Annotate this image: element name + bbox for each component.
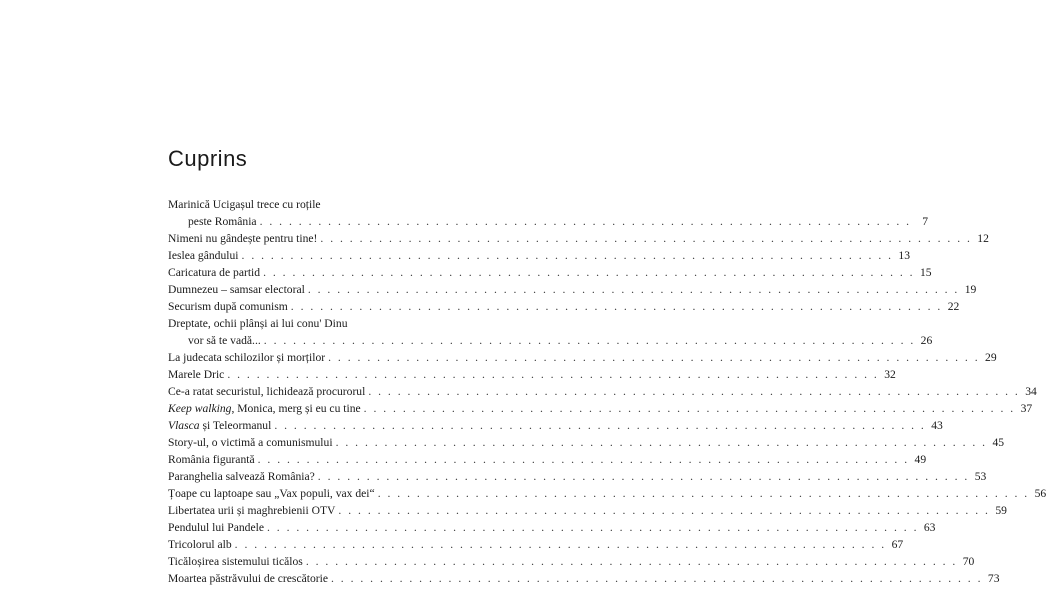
toc-entry [168,400,1033,417]
toc-entry-title-rest: , Monica, merg și eu cu tine [231,402,361,415]
dot-leader: . . . . . . . . . . . . . . . . . . . . . . . . . . . . . . . . . . . . . . . . . . . . . . . . . . . . . . . . . . . . . . . . . . . [330,572,983,585]
toc-entry [168,247,911,264]
toc-entry [168,553,975,570]
dot-leader: . . . . . . . . . . . . . . . . . . . . . . . . . . . . . . . . . . . . . . . . . . . . . . . . . . . . . . . . . . . . . . . . . . . [290,300,943,313]
toc-entry-page: 22 [947,300,960,313]
toc-entry-line [168,485,1046,502]
toc-entry [168,230,989,247]
dot-leader: . . . . . . . . . . . . . . . . . . . . . . . . . . . . . . . . . . . . . . . . . . . . . . . . . . . . . . . . . . . . . . . . . . . [227,368,879,381]
toc-entry-line [168,349,997,366]
toc-entry-line [168,366,896,383]
toc-entry-line [168,196,440,213]
toc-entry-page: 19 [964,283,977,296]
dot-leader: . . . . . . . . . . . . . . . . . . . . . . . . . . . . . . . . . . . . . . . . . . . . . . . . . . . . . . . . . . . . . . . . . . . [363,402,1016,415]
toc-entry-line [168,536,904,553]
toc-entry-page: 43 [931,419,943,432]
toc-entry-line [168,383,1037,400]
toc-entry-title-italic: Vlasca [168,419,200,432]
toc-entry [168,468,987,485]
dot-leader: . . . . . . . . . . . . . . . . . . . . . . . . . . . . . . . . . . . . . . . . . . . . . . . . . . . . . . . . . . . . . . . . . . . [377,487,1030,500]
toc-entry-page: 45 [992,436,1005,449]
toc-entry [168,434,1005,451]
dot-leader: . . . . . . . . . . . . . . . . . . . . . . . . . . . . . . . . . . . . . . . . . . . . . . . . . . . . . . . . . . . . . . . . . . . [274,419,926,432]
toc-entry [168,264,932,281]
toc-entry-line [168,519,936,536]
toc-entry-page: 7 [922,215,929,228]
page-title: Cuprins [168,146,248,171]
toc-entry-page: 59 [995,504,1007,517]
toc-entry-line [168,332,933,349]
toc-entry-line [168,247,911,264]
toc-entry-title: Securism după comunism [168,300,288,313]
toc-entry-title: Dreptate, ochii plânși ai lui conu' Dinu [168,317,348,330]
dot-leader: . . . . . . . . . . . . . . . . . . . . . . . . . . . . . . . . . . . . . . . . . . . . . . . . . . . . . . . . . . . . . . . . . . . [328,351,980,364]
toc-entry-line [168,281,977,298]
toc-entry [168,315,933,349]
toc-entry-page: 67 [891,538,904,551]
toc-entry-title: Paranghelia salvează România? [168,470,315,483]
toc-entry-title: Libertatea urii și maghrebienii OTV [168,504,336,517]
dot-leader: . . . . . . . . . . . . . . . . . . . . . . . . . . . . . . . . . . . . . . . . . . . . . . . . . . . . . . . . . . . . . . . . . . . [307,283,960,296]
toc-entry [168,383,1037,400]
toc-entry [168,366,896,383]
toc-entry [168,417,943,434]
table-of-contents [168,196,1046,587]
toc-entry-page: 73 [987,572,1000,585]
toc-entry-title-rest: și Teleormanul [199,419,272,432]
toc-entry-line [168,298,960,315]
toc-entry-page: 13 [898,249,911,262]
dot-leader: . . . . . . . . . . . . . . . . . . . . . . . . . . . . . . . . . . . . . . . . . . . . . . . . . . . . . . . . . . . . . . . . . . . [241,249,894,262]
toc-entry [168,196,929,230]
toc-entry-title: Tricolorul alb [168,538,232,551]
toc-entry-title: Ieslea gândului [168,249,239,262]
toc-entry-page: 70 [962,555,975,568]
toc-entry-line [168,400,1033,417]
dot-leader: . . . . . . . . . . . . . . . . . . . . . . . . . . . . . . . . . . . . . . . . . . . . . . . . . . . . . . . . . . . . . . . . . . . [263,266,915,279]
toc-entry-title: Story-ul, o victimă a comunismului [168,436,333,449]
toc-entry [168,485,1046,502]
toc-entry-page: 12 [977,232,989,245]
toc-entry-title: Țoape cu laptoape sau „Vax populi, vax dei“ [168,487,375,500]
toc-entry-page: 15 [919,266,932,279]
toc-entry-title: Nimeni nu gândește pentru tine! [168,232,318,245]
toc-entry-page: 63 [923,521,936,534]
toc-entry [168,298,960,315]
toc-entry-line [168,315,440,332]
toc-entry-page: 29 [985,351,997,364]
dot-leader: . . . . . . . . . . . . . . . . . . . . . . . . . . . . . . . . . . . . . . . . . . . . . . . . . . . . . . . . . . . . . . . . . . . [338,504,990,517]
toc-entry [168,349,997,366]
dot-leader: . . . . . . . . . . . . . . . . . . . . . . . . . . . . . . . . . . . . . . . . . . . . . . . . . . . . . . . . . . . . . . . . . . . [317,470,970,483]
toc-entry-line [168,434,1005,451]
toc-entry-line [168,570,1000,587]
toc-entry-title [168,400,361,417]
toc-entry-title [168,417,271,434]
toc-entry-line [168,468,987,485]
toc-entry-line [168,213,929,230]
toc-entry-title: Caricatura de partid [168,266,261,279]
toc-entry [168,519,936,536]
toc-entry-line [168,502,1007,519]
dot-leader: . . . . . . . . . . . . . . . . . . . . . . . . . . . . . . . . . . . . . . . . . . . . . . . . . . . . . . . . . . . . . . . . . . . [266,521,919,534]
dot-leader: . . . . . . . . . . . . . . . . . . . . . . . . . . . . . . . . . . . . . . . . . . . . . . . . . . . . . . . . . . . . . . . . . . . [368,385,1020,398]
toc-entry-page: 56 [1034,487,1046,500]
dot-leader: . . . . . . . . . . . . . . . . . . . . . . . . . . . . . . . . . . . . . . . . . . . . . . . . . . . . . . . . . . . . . . . . . . . [263,334,916,347]
toc-entry-line [168,230,989,247]
dot-leader: . . . . . . . . . . . . . . . . . . . . . . . . . . . . . . . . . . . . . . . . . . . . . . . . . . . . . . . . . . . . . . . . . . . [257,453,910,466]
toc-entry-line [168,451,927,468]
toc-entry-line [168,264,932,281]
toc-entry-page: 26 [920,334,933,347]
toc-entry-page: 37 [1020,402,1033,415]
toc-entry-title-italic: Keep walking [168,402,232,415]
toc-entry-title: vor să te vadă... [188,334,261,347]
toc-entry [168,281,977,298]
dot-leader: . . . . . . . . . . . . . . . . . . . . . . . . . . . . . . . . . . . . . . . . . . . . . . . . . . . . . . . . . . . . . . . . . . . [335,436,988,449]
toc-entry [168,451,927,468]
toc-entry-title: peste România [188,215,257,228]
toc-entry-title: România figurantă [168,453,255,466]
toc-entry [168,570,1000,587]
toc-entry-page: 34 [1025,385,1037,398]
toc-entry-page: 49 [914,453,927,466]
toc-entry-title: Dumnezeu – samsar electoral [168,283,305,296]
dot-leader: . . . . . . . . . . . . . . . . . . . . . . . . . . . . . . . . . . . . . . . . . . . . . . . . . . . . . . . . . . . . . . . . . . . [234,538,887,551]
toc-entry-title: Pendulul lui Pandele [168,521,264,534]
toc-entry-page: 53 [974,470,987,483]
toc-entry-title: La judecata schilozilor și morților [168,351,326,364]
toc-entry-title: Ce-a ratat securistul, lichidează procurorul [168,385,366,398]
toc-entry-title: Marele Dric [168,368,225,381]
dot-leader: . . . . . . . . . . . . . . . . . . . . . . . . . . . . . . . . . . . . . . . . . . . . . . . . . . . . . . . . . . . . . . . . . . . [320,232,972,245]
toc-entry-title: Ticăloșirea sistemului ticălos [168,555,303,568]
toc-entry-page: 32 [884,368,896,381]
dot-leader: . . . . . . . . . . . . . . . . . . . . . . . . . . . . . . . . . . . . . . . . . . . . . . . . . . . . . . . . . . . . . . . . . . . [305,555,958,568]
toc-entry-line [168,417,943,434]
dot-leader: . . . . . . . . . . . . . . . . . . . . . . . . . . . . . . . . . . . . . . . . . . . . . . . . . . . . . . . . . . . . . . . . . . . [259,215,912,228]
toc-entry [168,502,1007,519]
toc-entry-title: Moartea păstrăvului de crescătorie [168,572,328,585]
toc-entry-title: Marinică Ucigașul trece cu roțile [168,198,321,211]
toc-entry-line [168,553,975,570]
toc-entry [168,536,904,553]
